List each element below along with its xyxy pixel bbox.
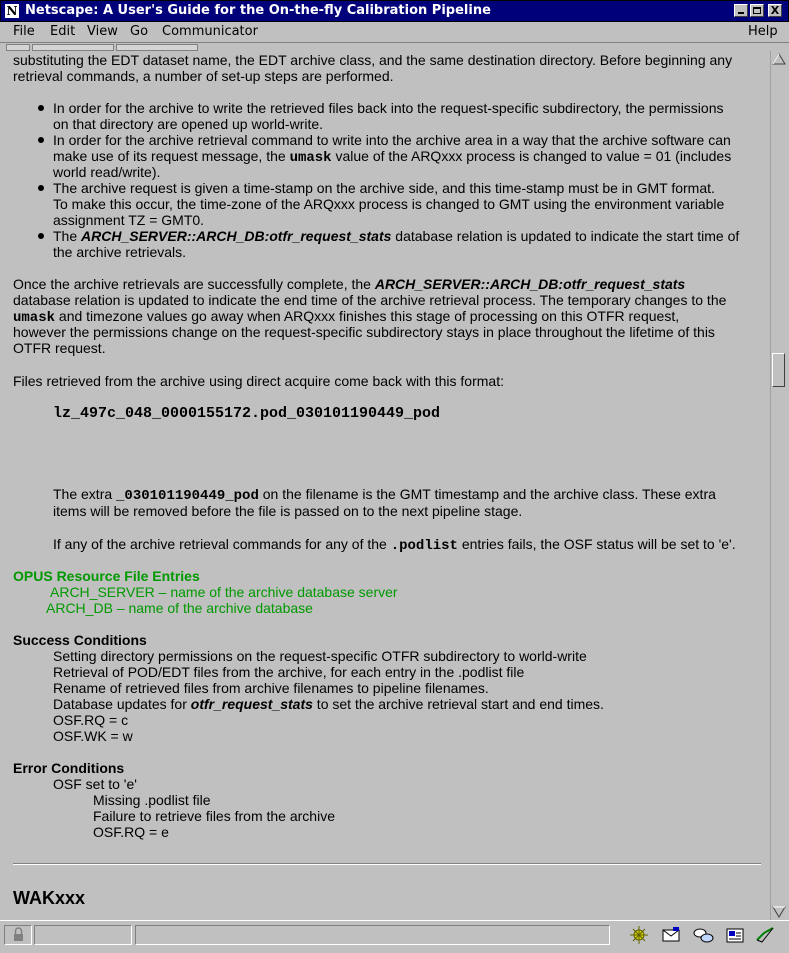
bullet-1-line-1: In order for the archive to write the retrieved files back into the request-specific subdirectory, the permissions (53, 100, 724, 116)
intro-line-2: retrieval commands, a number of set-up steps are performed. (13, 68, 394, 84)
para2-line-3: umask and timezone values go away when ARQxxx finishes this stage of processing on this OTFR request, (13, 308, 680, 326)
umask-code: umask (289, 150, 332, 166)
success-line-2: Retrieval of POD/EDT files from the archive, for each entry in the .podlist file (53, 664, 525, 680)
document-content (3, 51, 770, 920)
maximize-button[interactable] (750, 4, 764, 17)
opus-entry-arch-db: ARCH_DB – name of the archive database (46, 600, 313, 616)
para3: Files retrieved from the archive using direct acquire come back with this format: (13, 373, 504, 389)
bullet-2-line-3: world read/write). (53, 164, 161, 180)
success-line-4: Database updates for otfr_request_stats to set the archive retrieval start and end times. (53, 696, 604, 712)
netscape-logo-icon: N (6, 4, 18, 18)
toolbar-tab-location[interactable] (32, 44, 114, 51)
bullet-dot (38, 137, 44, 143)
status-bar (0, 920, 789, 953)
para4-line-2: items will be removed before the file is passed on to the next pipeline stage. (53, 503, 523, 519)
para4-line-1: The extra _030101190449_pod on the filename is the GMT timestamp and the archive class. These extra (53, 486, 716, 504)
wakxxx-heading: WAKxxx (13, 888, 86, 908)
window-title: Netscape: A User's Guide for the On-the-fly Calibration Pipeline (25, 3, 491, 18)
vertical-scrollbar[interactable] (770, 51, 787, 920)
toolbar-tab-personal[interactable] (116, 44, 198, 51)
success-line-6: OSF.WK = w (53, 728, 133, 744)
success-line-1: Setting directory permissions on the request-specific OTFR subdirectory to world-write (53, 648, 587, 664)
para2-line-5: OTFR request. (13, 340, 106, 356)
menu-help[interactable]: Help (748, 24, 778, 39)
netcaster-icon[interactable] (754, 925, 776, 945)
timestamp-code: _030101190449_pod (116, 488, 259, 504)
security-icon[interactable] (628, 925, 650, 945)
bullet-dot (38, 185, 44, 191)
success-heading: Success Conditions (13, 632, 147, 648)
scroll-down-arrow-icon[interactable] (771, 904, 787, 920)
opus-heading: OPUS Resource File Entries (13, 568, 200, 584)
menu-file[interactable]: File (13, 24, 35, 39)
toolbar-tab-navigation[interactable] (6, 44, 30, 51)
security-lock-icon[interactable] (4, 925, 32, 945)
bullet-3-line-2: To make this occur, the time-zone of the ARQxxx process is changed to GMT using the environment variable (53, 196, 725, 212)
discussion-icon[interactable] (692, 925, 714, 945)
error-item-1: Missing .podlist file (93, 792, 211, 808)
horizontal-rule (13, 863, 761, 865)
bullet-3-line-3: assignment TZ = GMT0. (53, 212, 205, 228)
otfr-request-stats-ref: ARCH_SERVER::ARCH_DB:otfr_request_stats (374, 276, 686, 292)
menu-communicator[interactable]: Communicator (162, 24, 258, 39)
menu-edit[interactable]: Edit (50, 24, 76, 39)
progress-bar (34, 925, 132, 945)
bullet-2-line-1: In order for the archive retrieval command to write into the archive area in a way that the archive software can (53, 132, 731, 148)
success-line-5: OSF.RQ = c (53, 712, 129, 728)
error-line-1: OSF set to 'e' (53, 776, 137, 792)
bullet-2-line-2: make use of its request message, the umask value of the ARQxxx process is changed to value = 01 (includes (53, 148, 732, 166)
scrollbar-thumb[interactable] (772, 353, 785, 387)
error-heading: Error Conditions (13, 760, 125, 776)
filename-example: lz_497c_048_0000155172.pod_030101190449_pod (53, 405, 441, 422)
error-item-3: OSF.RQ = e (93, 824, 169, 840)
bullet-1-line-2: on that directory are opened up world-write. (53, 116, 324, 132)
bullet-dot (38, 233, 44, 239)
para2-line-1: Once the archive retrievals are successfully complete, the ARCH_SERVER::ARCH_DB:otfr_request_stats (13, 276, 686, 292)
collapsed-toolbar-tabs (0, 43, 789, 51)
umask-code: umask (13, 310, 56, 326)
scroll-up-arrow-icon[interactable] (771, 51, 787, 67)
otfr-request-stats-ref: otfr_request_stats (190, 696, 313, 712)
mail-icon[interactable] (660, 925, 682, 945)
composer-icon[interactable] (724, 925, 746, 945)
status-message (135, 925, 610, 945)
menu-go[interactable]: Go (130, 24, 149, 39)
success-line-3: Rename of retrieved files from archive filenames to pipeline filenames. (53, 680, 489, 696)
bullet-3-line-1: The archive request is given a time-stamp on the archive side, and this time-stamp must be in GMT format. (53, 180, 715, 196)
para2-line-2: database relation is updated to indicate the end time of the archive retrieval process. The temporary changes to the (13, 292, 727, 308)
minimize-button[interactable] (734, 4, 748, 17)
window-title-bar[interactable] (0, 0, 789, 22)
intro-line-1: substituting the EDT dataset name, the EDT archive class, and the same destination directory. Before beginning any (13, 52, 733, 68)
bullet-4-line-1: The ARCH_SERVER::ARCH_DB:otfr_request_stats database relation is updated to indicate the start time of (53, 228, 740, 244)
menu-view[interactable]: View (87, 24, 118, 39)
menu-bar (0, 22, 789, 43)
para2-line-4: however the permissions change on the request-specific subdirectory stays in place throughout the lifetime of this (13, 324, 715, 340)
podlist-code: .podlist (390, 538, 458, 554)
close-button[interactable]: X (768, 4, 782, 17)
bullet-4-line-2: the archive retrievals. (53, 244, 187, 260)
opus-entry-arch-server: ARCH_SERVER – name of the archive database server (50, 584, 398, 600)
para5: If any of the archive retrieval commands for any of the .podlist entries fails, the OSF status will be set to 'e'. (53, 536, 736, 554)
bullet-dot (38, 105, 44, 111)
otfr-request-stats-ref: ARCH_SERVER::ARCH_DB:otfr_request_stats (81, 228, 392, 244)
error-item-2: Failure to retrieve files from the archive (93, 808, 335, 824)
